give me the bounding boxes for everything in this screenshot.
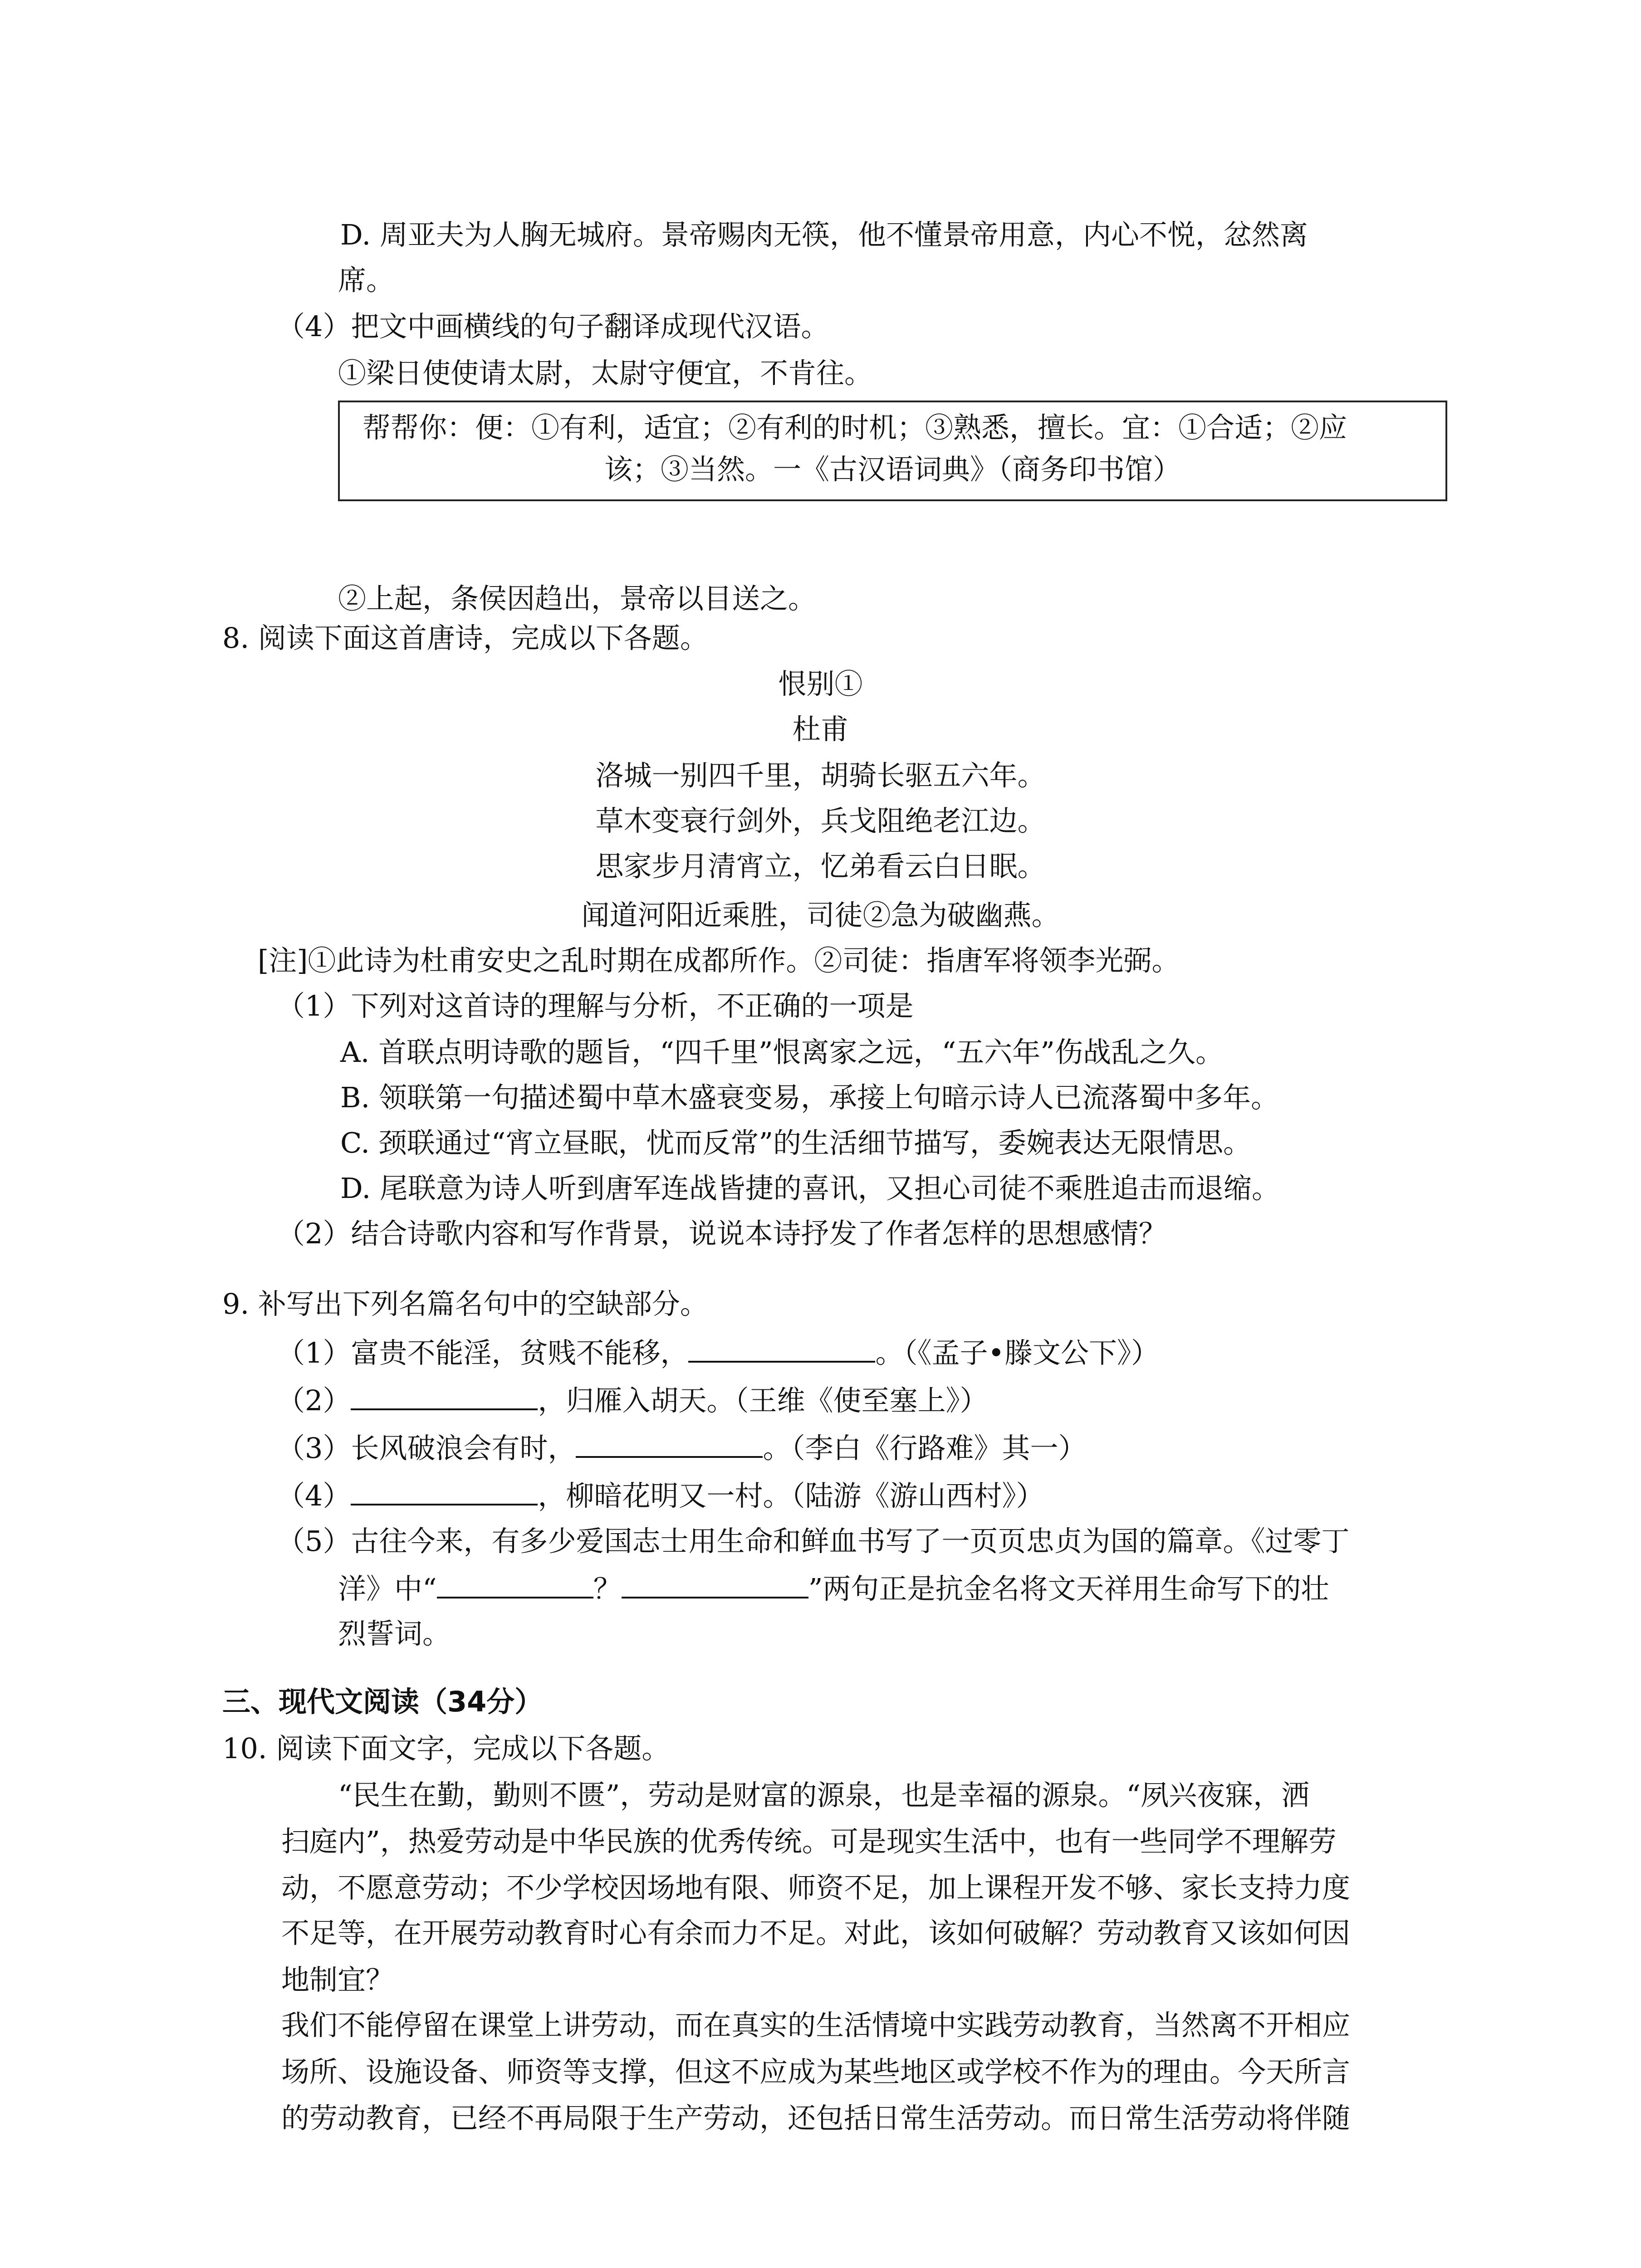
poem-line-1: 洛城一别四千里，胡骑长驱五六年。 bbox=[595, 759, 1046, 792]
q9-item-5-line2 bbox=[338, 1569, 1329, 1607]
q10-para2-line3: 的劳动教育，已经不再局限于生产劳动，还包括日常生活劳动。而日常生活劳动将伴随 bbox=[281, 2102, 1351, 2135]
q7-option-d-line2: 席。 bbox=[338, 264, 395, 297]
q9-item-5-blank-1[interactable] bbox=[437, 1569, 593, 1598]
help-box bbox=[338, 401, 1447, 501]
help-box-line1: 帮帮你：便：①有利，适宜；②有利的时机；③熟悉，擅长。宜：①合适；②应 bbox=[362, 411, 1347, 444]
q9-item-1-blank[interactable] bbox=[688, 1334, 875, 1363]
q10-para1-line5: 地制宜？ bbox=[281, 1963, 394, 1996]
q9-item-5-text-a: 洋》中“ bbox=[338, 1572, 437, 1605]
poem-note: [注]①此诗为杜甫安史之乱时期在成都所作。②司徒：指唐军将领李光弼。 bbox=[258, 944, 1180, 977]
q9-item-5-blank-2[interactable] bbox=[622, 1569, 808, 1598]
q8-option-d: D. 尾联意为诗人听到唐军连战皆捷的喜讯，又担心司徒不乘胜追击而退缩。 bbox=[340, 1172, 1280, 1205]
q8-option-b: B. 领联第一句描述蜀中草木盛衰变易，承接上句暗示诗人已流落蜀中多年。 bbox=[340, 1081, 1279, 1114]
q10-para2-line1: 我们不能停留在课堂上讲劳动，而在真实的生活情境中实践劳动教育，当然离不开相应 bbox=[281, 2009, 1351, 2042]
q9-item-2-number: （2） bbox=[277, 1384, 351, 1417]
q9-item-1-number: （1） bbox=[277, 1336, 351, 1369]
q7-sentence-1: ①梁日使使请太尉，太尉守便宜，不肯往。 bbox=[338, 357, 873, 390]
q8-sub2-prompt: （2）结合诗歌内容和写作背景，说说本诗抒发了作者怎样的思想感情？ bbox=[277, 1217, 1167, 1250]
q8-option-c: C. 颈联通过“宵立昼眠，忧而反常”的生活细节描写，委婉表达无限情思。 bbox=[340, 1126, 1252, 1159]
q9-item-5-line1 bbox=[277, 1523, 1349, 1559]
q8-sub1-prompt: （1）下列对这首诗的理解与分析，不正确的一项是 bbox=[277, 989, 914, 1022]
q9-item-5-text-line1: 古往今来，有多少爱国志士用生命和鲜血书写了一页页忠贞为国的篇章。《过零丁 bbox=[351, 1525, 1350, 1558]
q9-item-5-text-b: ？ bbox=[593, 1572, 622, 1605]
q9-item-3-blank[interactable] bbox=[576, 1429, 763, 1458]
q9-item-2 bbox=[277, 1381, 988, 1419]
q9-item-2-text-b: ，归雁入胡天。（王维《使至塞上》） bbox=[538, 1384, 988, 1417]
q9-item-5-number: （5） bbox=[277, 1525, 351, 1558]
q10-para1-line3: 动，不愿意劳动；不少学校因场地有限、师资不足，加上课程开发不够、家长支持力度 bbox=[281, 1871, 1351, 1904]
q9-item-3-number: （3） bbox=[277, 1432, 351, 1465]
q10-para1-line1: “民生在勤，勤则不匮”，劳动是财富的源泉，也是幸福的源泉。“夙兴夜寐，洒 bbox=[338, 1779, 1310, 1812]
poem-author: 杜甫 bbox=[792, 713, 849, 746]
poem-title: 恨别① bbox=[778, 667, 863, 700]
q9-item-3-text-a: 长风破浪会有时， bbox=[351, 1432, 576, 1465]
q9-item-5-text-c: ”两句正是抗金名将文天祥用生命写下的壮 bbox=[808, 1572, 1329, 1605]
help-box-line2: 该；③当然。一《古汉语词典》（商务印书馆） bbox=[604, 453, 1181, 486]
q10-para1-line2: 扫庭内”，热爱劳动是中华民族的优秀传统。可是现实生活中，也有一些同学不理解劳 bbox=[281, 1825, 1337, 1858]
q9-item-4-number: （4） bbox=[277, 1479, 351, 1512]
q9-item-1-text-a: 富贵不能淫，贫贱不能移， bbox=[351, 1336, 689, 1369]
q9-item-4-text-b: ，柳暗花明又一村。（陆游《游山西村》） bbox=[538, 1479, 1044, 1512]
q10-para1-line4: 不足等，在开展劳动教育时心有余而力不足。对此，该如何破解？劳动教育又该如何因 bbox=[281, 1916, 1351, 1950]
q8-option-a: A. 首联点明诗歌的题旨，“四千里”恨离家之远，“五六年”伤战乱之久。 bbox=[340, 1036, 1224, 1069]
q9-item-3 bbox=[277, 1429, 1086, 1466]
q9-prompt: 9. 补写出下列名篇名句中的空缺部分。 bbox=[222, 1287, 708, 1320]
q9-item-4 bbox=[277, 1476, 1044, 1514]
q7-sub4-prompt: （4）把文中画横线的句子翻译成现代汉语。 bbox=[277, 310, 829, 343]
q10-prompt: 10. 阅读下面文字，完成以下各题。 bbox=[222, 1732, 670, 1765]
q9-item-1 bbox=[277, 1334, 1159, 1371]
poem-line-3: 思家步月清宵立，忆弟看云白日眠。 bbox=[595, 850, 1046, 883]
q9-item-3-text-b: 。（李白《行路难》其一） bbox=[763, 1432, 1087, 1465]
section-3-heading: 三、现代文阅读（34分） bbox=[222, 1685, 543, 1718]
poem-line-4: 闻道河阳近乘胜，司徒②急为破幽燕。 bbox=[581, 899, 1060, 932]
q7-sentence-2: ②上起，条侯因趋出，景帝以目送之。 bbox=[338, 582, 817, 615]
q9-item-4-blank[interactable] bbox=[351, 1476, 538, 1505]
q8-prompt: 8. 阅读下面这首唐诗，完成以下各题。 bbox=[222, 621, 708, 655]
q9-item-5-line3: 烈誓词。 bbox=[338, 1617, 451, 1650]
poem-line-2: 草木变衰行剑外，兵戈阻绝老江边。 bbox=[595, 804, 1046, 837]
q9-item-1-text-b: 。（《孟子•滕文公下》） bbox=[875, 1336, 1160, 1369]
q10-para2-line2: 场所、设施设备、师资等支撑，但这不应成为某些地区或学校不作为的理由。今天所言 bbox=[281, 2055, 1351, 2088]
q7-option-d-line1: D. 周亚夫为人胸无城府。景帝赐肉无筷，他不懂景帝用意，内心不悦，忿然离 bbox=[340, 218, 1308, 251]
q9-item-2-blank[interactable] bbox=[351, 1381, 538, 1410]
